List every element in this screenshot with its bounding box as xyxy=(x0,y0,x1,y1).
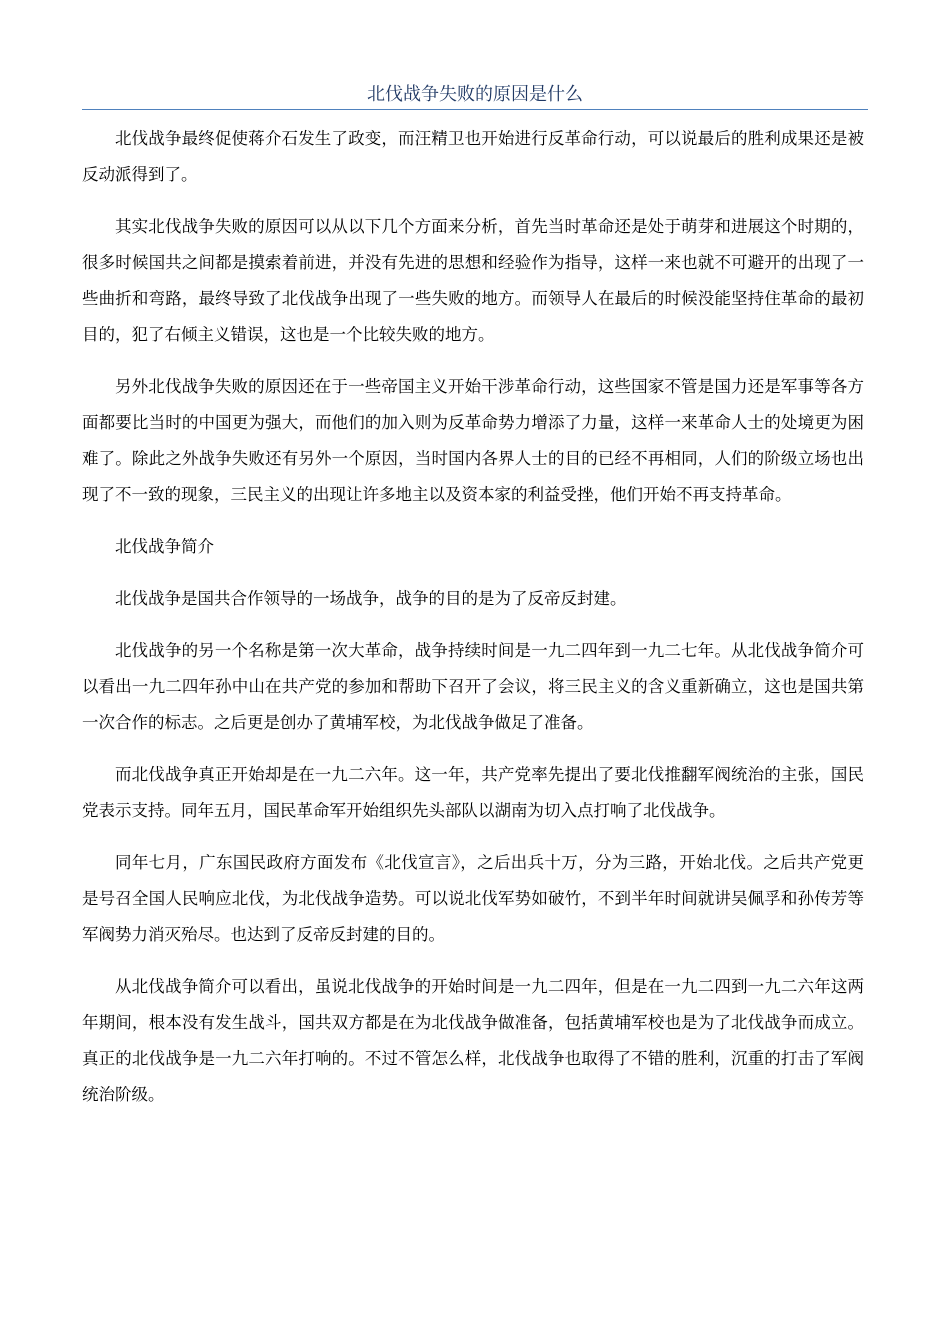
paragraph-7: 而北伐战争真正开始却是在一九二六年。这一年，共产党率先提出了要北伐推翻军阀统治的主张，国民党表示支持。同年五月，国民革命军开始组织先头部队以湖南为切入点打响了北伐战争。 xyxy=(82,765,864,820)
paragraph-1: 北伐战争最终促使蒋介石发生了政变，而汪精卫也开始进行反革命行动，可以说最后的胜利成果还是被反动派得到了。 xyxy=(82,129,864,184)
article-body xyxy=(82,121,864,1129)
paragraph-3: 另外北伐战争失败的原因还在于一些帝国主义开始干涉革命行动，这些国家不管是国力还是军事等各方面都要比当时的中国更为强大，而他们的加入则为反革命势力增添了力量，这样一来革命人士的处境更为困难了。除此之外战争失败还有另外一个原因，当时国内各界人士的目的已经不再相同，人们的阶级立场也出现了不一致的现象，三民主义的出现让许多地主以及资本家的利益受挫，他们开始不再支持革命。 xyxy=(82,377,864,504)
title-underline xyxy=(82,109,868,110)
page-title: 北伐战争失败的原因是什么 xyxy=(367,84,583,105)
section-heading: 北伐战争简介 xyxy=(115,537,214,556)
paragraph-8: 同年七月，广东国民政府方面发布《北伐宣言》，之后出兵十万，分为三路，开始北伐。之后共产党更是号召全国人民响应北伐，为北伐战争造势。可以说北伐军势如破竹，不到半年时间就讲吴佩孚和孙传芳等军阀势力消灭殆尽。也达到了反帝反封建的目的。 xyxy=(82,853,864,944)
paragraph-5: 北伐战争是国共合作领导的一场战争，战争的目的是为了反帝反封建。 xyxy=(115,589,627,608)
paragraph-6: 北伐战争的另一个名称是第一次大革命，战争持续时间是一九二四年到一九二七年。从北伐战争简介可以看出一九二四年孙中山在共产党的参加和帮助下召开了会议，将三民主义的含义重新确立，这也是国共第一次合作的标志。之后更是创办了黄埔军校，为北伐战争做足了准备。 xyxy=(82,641,864,732)
paragraph-9: 从北伐战争简介可以看出，虽说北伐战争的开始时间是一九二四年，但是在一九二四到一九二六年这两年期间，根本没有发生战斗，国共双方都是在为北伐战争做准备，包括黄埔军校也是为了北伐战争而成立。真正的北伐战争是一九二六年打响的。不过不管怎么样，北伐战争也取得了不错的胜利，沉重的打击了军阀统治阶级。 xyxy=(82,977,864,1104)
paragraph-2: 其实北伐战争失败的原因可以从以下几个方面来分析，首先当时革命还是处于萌芽和进展这个时期的，很多时候国共之间都是摸索着前进，并没有先进的思想和经验作为指导，这样一来也就不可避开的出现了一些曲折和弯路，最终导致了北伐战争出现了一些失败的地方。而领导人在最后的时候没能坚持住革命的最初目的，犯了右倾主义错误，这也是一个比较失败的地方。 xyxy=(82,217,864,344)
